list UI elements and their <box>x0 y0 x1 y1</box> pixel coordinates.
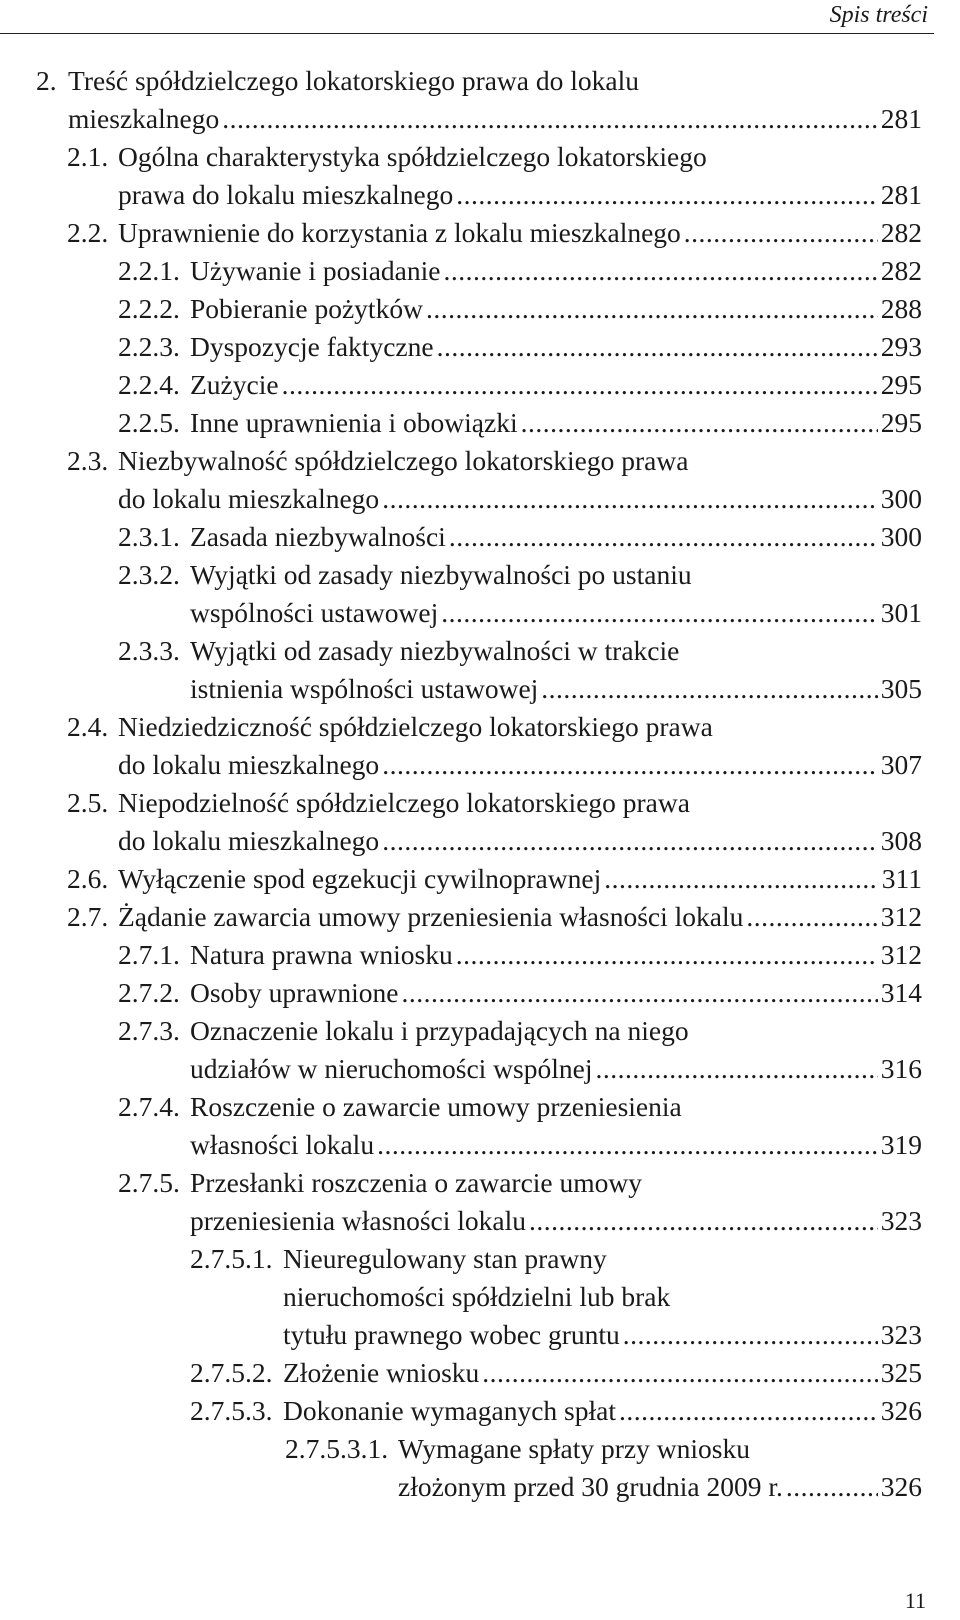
toc-entry-title: do lokalu mieszkalnego <box>118 483 380 514</box>
toc-entry-title: Uprawnienie do korzystania z lokalu mieszkalnego <box>118 217 681 248</box>
dot-leader <box>623 1316 878 1354</box>
toc-page-number: 293 <box>880 331 922 362</box>
toc-page-number: 323 <box>880 1319 922 1350</box>
toc-entry <box>0 784 960 860</box>
toc-entry-title: Dyspozycje faktyczne <box>190 331 434 362</box>
toc-entry-number: 2.3. <box>67 445 109 476</box>
toc-entry-title: Wyłączenie spod egzekucji cywilnoprawnej <box>118 863 602 894</box>
toc-entry-title: Zasada niezbywalności <box>190 521 446 552</box>
dot-leader <box>426 290 878 328</box>
toc-page-number: 295 <box>880 369 922 400</box>
toc-entry <box>0 1430 960 1506</box>
toc-entry-number: 2.7.5.3. <box>190 1395 273 1426</box>
toc-entry <box>0 290 960 328</box>
toc-page-number: 311 <box>881 863 922 894</box>
toc-entry-number: 2.2.3. <box>118 331 180 362</box>
toc-entry <box>0 556 960 632</box>
toc-entry <box>0 632 960 708</box>
toc-entry-number: 2.7.4. <box>118 1091 180 1122</box>
toc-entry <box>0 138 960 214</box>
toc-page-number: 301 <box>880 597 922 628</box>
toc-page-number: 307 <box>880 749 922 780</box>
toc-page-number: 314 <box>880 977 922 1008</box>
dot-leader <box>377 1126 878 1164</box>
toc-entry-title: Wyjątki od zasady niezbywalności po ustaniu <box>190 559 692 590</box>
toc-entry-title: wspólności ustawowej <box>190 597 439 628</box>
toc-entry-number: 2.2. <box>67 217 109 248</box>
toc-page-number: 288 <box>880 293 922 324</box>
toc-page-number: 316 <box>880 1053 922 1084</box>
toc-entry-title: Niepodzielność spółdzielczego lokatorskiego prawa <box>118 787 690 818</box>
toc-entry-number: 2.3.2. <box>118 559 180 590</box>
toc-page-number: 325 <box>880 1357 922 1388</box>
toc-entry <box>0 1392 960 1430</box>
toc-entry <box>0 708 960 784</box>
toc-entry <box>0 1088 960 1164</box>
dot-leader <box>456 936 878 974</box>
dot-leader <box>222 100 878 138</box>
toc-entry-title: Nieuregulowany stan prawny <box>283 1243 607 1274</box>
toc-entry-number: 2.7.5.1. <box>190 1243 273 1274</box>
toc-entry-title: Osoby uprawnione <box>190 977 399 1008</box>
toc-entry <box>0 214 960 252</box>
toc-entry-number: 2.1. <box>67 141 109 172</box>
dot-leader <box>529 1202 878 1240</box>
dot-leader <box>604 860 879 898</box>
dot-leader <box>786 1468 878 1506</box>
toc-page-number: 308 <box>880 825 922 856</box>
table-of-contents <box>0 62 960 1506</box>
dot-leader <box>541 670 877 708</box>
toc-entry <box>0 442 960 518</box>
toc-entry-number: 2.7.2. <box>118 977 180 1008</box>
toc-entry-number: 2.7.5.3.1. <box>285 1433 389 1464</box>
dot-leader <box>382 746 878 784</box>
toc-page-number: 323 <box>880 1205 922 1236</box>
toc-entry <box>0 974 960 1012</box>
toc-entry-title: udziałów w nieruchomości wspólnej <box>190 1053 593 1084</box>
page-number: 11 <box>904 1588 926 1613</box>
toc-entry-title: istnienia wspólności ustawowej <box>190 673 539 704</box>
toc-entry-title: Wymagane spłaty przy wniosku <box>398 1433 750 1464</box>
dot-leader <box>443 252 877 290</box>
dot-leader <box>382 480 878 518</box>
dot-leader <box>595 1050 877 1088</box>
toc-page-number: 326 <box>880 1395 922 1426</box>
toc-page-number: 295 <box>880 407 922 438</box>
toc-page-number: 305 <box>880 673 922 704</box>
toc-entry-title: Oznaczenie lokalu i przypadających na niego <box>190 1015 689 1046</box>
toc-page-number: 326 <box>880 1471 922 1502</box>
toc-entry-title: tytułu prawnego wobec gruntu <box>283 1319 620 1350</box>
dot-leader <box>746 898 877 936</box>
toc-entry <box>0 1164 960 1240</box>
toc-entry <box>0 252 960 290</box>
dot-leader <box>449 518 878 556</box>
toc-entry-title: Dokonanie wymaganych spłat <box>283 1395 616 1426</box>
toc-entry-number: 2.2.5. <box>118 407 180 438</box>
toc-entry <box>0 860 960 898</box>
toc-page-number: 300 <box>880 483 922 514</box>
toc-entry <box>0 328 960 366</box>
toc-entry-title: prawa do lokalu mieszkalnego <box>118 179 454 210</box>
toc-entry-number: 2.6. <box>67 863 109 894</box>
toc-entry <box>0 62 960 138</box>
dot-leader <box>619 1392 878 1430</box>
toc-entry-title: Używanie i posiadanie <box>190 255 441 286</box>
dot-leader <box>456 176 878 214</box>
toc-entry-title: mieszkalnego <box>68 103 220 134</box>
toc-entry-title: przeniesienia własności lokalu <box>190 1205 527 1236</box>
dot-leader <box>684 214 878 252</box>
toc-entry-number: 2.3.1. <box>118 521 180 552</box>
toc-entry-title: Ogólna charakterystyka spółdzielczego lokatorskiego <box>118 141 707 172</box>
toc-entry-title: do lokalu mieszkalnego <box>118 825 380 856</box>
toc-entry-number: 2.4. <box>67 711 109 742</box>
toc-entry-title: Żądanie zawarcia umowy przeniesienia własności lokalu <box>118 901 744 932</box>
toc-entry <box>0 898 960 936</box>
toc-page-number: 312 <box>880 901 922 932</box>
toc-entry <box>0 518 960 556</box>
toc-entry-title: Wyjątki od zasady niezbywalności w trakcie <box>190 635 680 666</box>
toc-entry-number: 2.7.5.2. <box>190 1357 273 1388</box>
toc-entry-number: 2.7.5. <box>118 1167 180 1198</box>
toc-entry-title: Roszczenie o zawarcie umowy przeniesienia <box>190 1091 682 1122</box>
toc-entry <box>0 404 960 442</box>
toc-entry <box>0 1012 960 1088</box>
toc-entry-number: 2.7. <box>67 901 109 932</box>
toc-entry <box>0 1354 960 1392</box>
toc-page-number: 281 <box>880 103 922 134</box>
toc-entry-title: własności lokalu <box>190 1129 375 1160</box>
toc-entry-title: Niedziedziczność spółdzielczego lokatorskiego prawa <box>118 711 713 742</box>
toc-entry-title: Pobieranie pożytków <box>190 293 423 324</box>
dot-leader <box>282 366 878 404</box>
toc-page-number: 319 <box>880 1129 922 1160</box>
toc-entry-title: Zużycie <box>190 369 279 400</box>
toc-page-number: 312 <box>880 939 922 970</box>
toc-entry <box>0 936 960 974</box>
toc-entry-title: Złożenie wniosku <box>283 1357 480 1388</box>
toc-entry-title: Przesłanki roszczenia o zawarcie umowy <box>190 1167 643 1198</box>
toc-entry-number: 2.7.1. <box>118 939 180 970</box>
toc-page-number: 282 <box>880 217 922 248</box>
toc-entry-number: 2.7.3. <box>118 1015 180 1046</box>
toc-entry-number: 2.2.1. <box>118 255 180 286</box>
toc-entry-title: Niezbywalność spółdzielczego lokatorskiego prawa <box>118 445 689 476</box>
toc-entry-number: 2. <box>36 65 57 96</box>
toc-page-number: 282 <box>880 255 922 286</box>
dot-leader <box>521 404 878 442</box>
toc-entry <box>0 366 960 404</box>
toc-entry-number: 2.5. <box>67 787 109 818</box>
dot-leader <box>382 822 878 860</box>
running-header-title: Spis treści <box>829 2 928 28</box>
dot-leader <box>441 594 878 632</box>
toc-page-number: 300 <box>880 521 922 552</box>
toc-entry-number: 2.2.2. <box>118 293 180 324</box>
toc-entry-title: Natura prawna wniosku <box>190 939 453 970</box>
toc-entry-number: 2.2.4. <box>118 369 180 400</box>
toc-entry-title: do lokalu mieszkalnego <box>118 749 380 780</box>
toc-page-number: 281 <box>880 179 922 210</box>
toc-entry-title: Treść spółdzielczego lokatorskiego prawa do lokalu <box>68 65 639 96</box>
dot-leader <box>482 1354 877 1392</box>
toc-entry-number: 2.3.3. <box>118 635 180 666</box>
dot-leader <box>402 974 878 1012</box>
header-rule <box>0 33 934 34</box>
toc-entry-title: Inne uprawnienia i obowiązki <box>190 407 518 438</box>
toc-entry-title: złożonym przed 30 grudnia 2009 r. <box>398 1471 783 1502</box>
toc-entry-title: nieruchomości spółdzielni lub brak <box>283 1281 671 1312</box>
dot-leader <box>437 328 878 366</box>
toc-entry <box>0 1240 960 1354</box>
